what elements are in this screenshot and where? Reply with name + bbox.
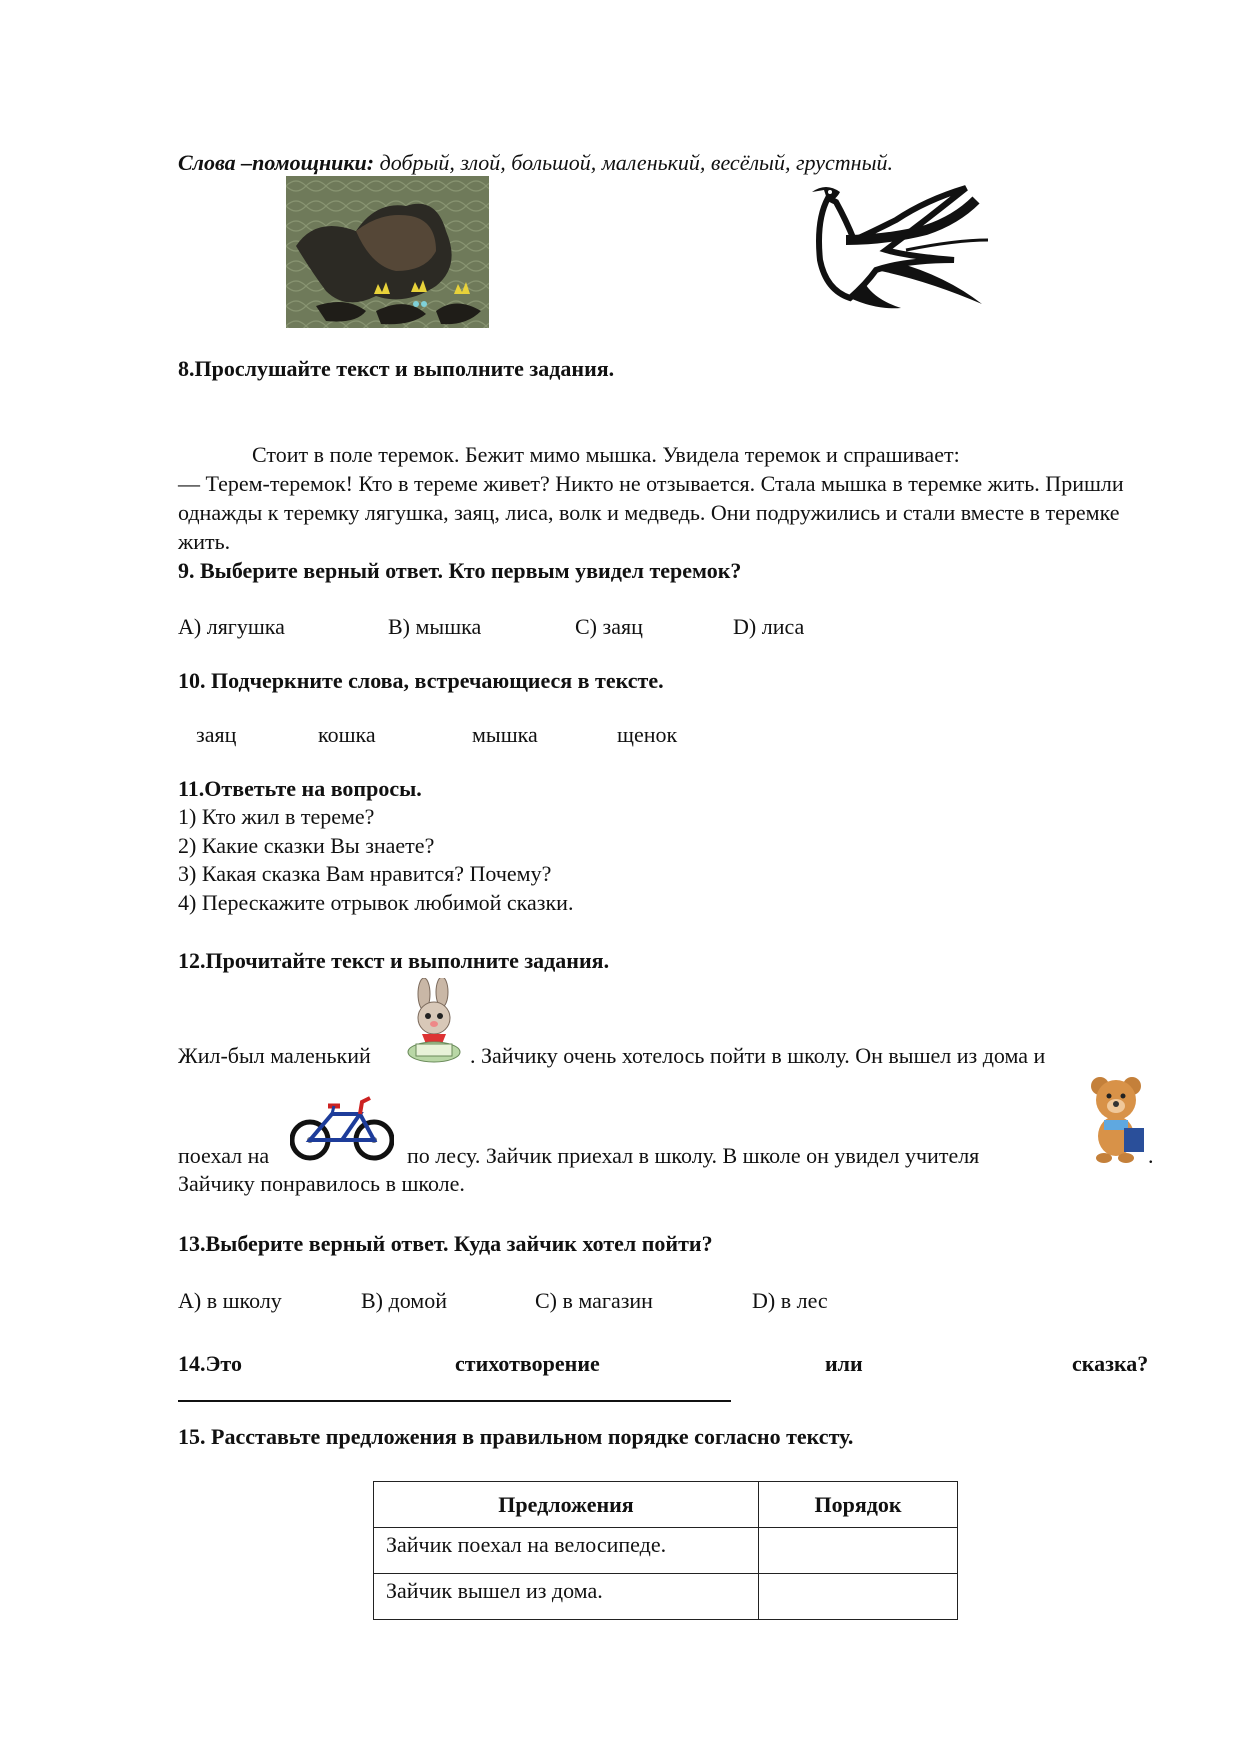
bicycle-icon (290, 1092, 394, 1162)
task10-word-2: кошка (318, 722, 376, 747)
task14-word-2: стихотворение (455, 1351, 600, 1376)
task12-line1-start: Жил-был маленький (178, 1043, 371, 1068)
task13-option-d: D) в лес (752, 1288, 828, 1313)
sentence-cell: Зайчик поехал на велосипеде. (374, 1528, 759, 1574)
task10-word-1: заяц (196, 722, 237, 747)
bunny-icon (402, 978, 468, 1066)
header-sentences: Предложения (374, 1482, 759, 1528)
task10-title: 10. Подчеркните слова, встречающиеся в тексте. (178, 668, 664, 693)
task14-word-3: или (825, 1351, 863, 1376)
task12-line1-end: . Зайчику очень хотелось пойти в школу. Он вышел из дома и (470, 1043, 1046, 1068)
task15-title: 15. Расставьте предложения в правильном порядке согласно тексту. (178, 1424, 854, 1449)
task10-word-4: щенок (617, 722, 678, 747)
helper-words-line (178, 148, 893, 177)
task11-question-3: 3) Какая сказка Вам нравится? Почему? (178, 861, 552, 886)
task12-line2-start: поехал на (178, 1143, 270, 1168)
task9-title: 9. Выберите верный ответ. Кто первым увидел теремок? (178, 558, 742, 583)
task8-text-first-line: Стоит в поле теремок. Бежит мимо мышка. Увидела теремок и спрашивает: (252, 442, 960, 467)
task11-question-2: 2) Какие сказки Вы знаете? (178, 833, 435, 858)
teddy-bear-teacher-icon (1086, 1074, 1148, 1164)
task13-option-a: A) в школу (178, 1288, 282, 1313)
helper-words-label: Слова –помощники: (178, 150, 375, 175)
task8-title: 8.Прослушайте текст и выполните задания. (178, 356, 615, 381)
order-table (373, 1481, 958, 1620)
task13-option-c: C) в магазин (535, 1288, 653, 1313)
task13-title: 13.Выберите верный ответ. Куда зайчик хотел пойти? (178, 1231, 713, 1256)
task9-option-a: A) лягушка (178, 614, 285, 639)
task14-word-4: сказка? (1072, 1351, 1149, 1376)
dragon-illustration (286, 176, 489, 328)
helper-words-list: добрый, злой, большой, маленький, весёлый, грустный. (374, 150, 893, 175)
task13-option-b: B) домой (361, 1288, 447, 1313)
swallow-bird-illustration (806, 180, 994, 326)
task9-option-b: B) мышка (388, 614, 482, 639)
task9-option-d: D) лиса (733, 614, 805, 639)
order-input-cell[interactable] (759, 1574, 958, 1620)
sentence-cell: Зайчик вышел из дома. (374, 1574, 759, 1620)
header-order: Порядок (759, 1482, 958, 1528)
task9-option-c: C) заяц (575, 614, 643, 639)
table-row (374, 1574, 958, 1620)
table-row (374, 1528, 958, 1574)
task11-title: 11.Ответьте на вопросы. (178, 776, 422, 801)
task11-question-1: 1) Кто жил в тереме? (178, 804, 375, 829)
order-input-cell[interactable] (759, 1528, 958, 1574)
task12-line2-end: . (1148, 1143, 1154, 1168)
task12-line3: Зайчику понравилось в школе. (178, 1171, 465, 1196)
task14-answer-line (178, 1400, 731, 1402)
order-table-header (374, 1482, 958, 1528)
task12-line2-middle: по лесу. Зайчик приехал в школу. В школе он увидел учителя (407, 1143, 980, 1168)
task12-title: 12.Прочитайте текст и выполните задания. (178, 948, 610, 973)
task11-question-4: 4) Перескажите отрывок любимой сказки. (178, 890, 574, 915)
task14-word-1: 14.Это (178, 1351, 242, 1376)
task10-word-3: мышка (472, 722, 538, 747)
task8-text-body: — Терем-теремок! Кто в тереме живет? Никто не отзывается. Стала мышка в теремке жить. Пришли однажды к теремку лягушка, заяц, лиса, волк и медведь. Они подружились и стали вместе в теремке жить. (178, 471, 1124, 554)
